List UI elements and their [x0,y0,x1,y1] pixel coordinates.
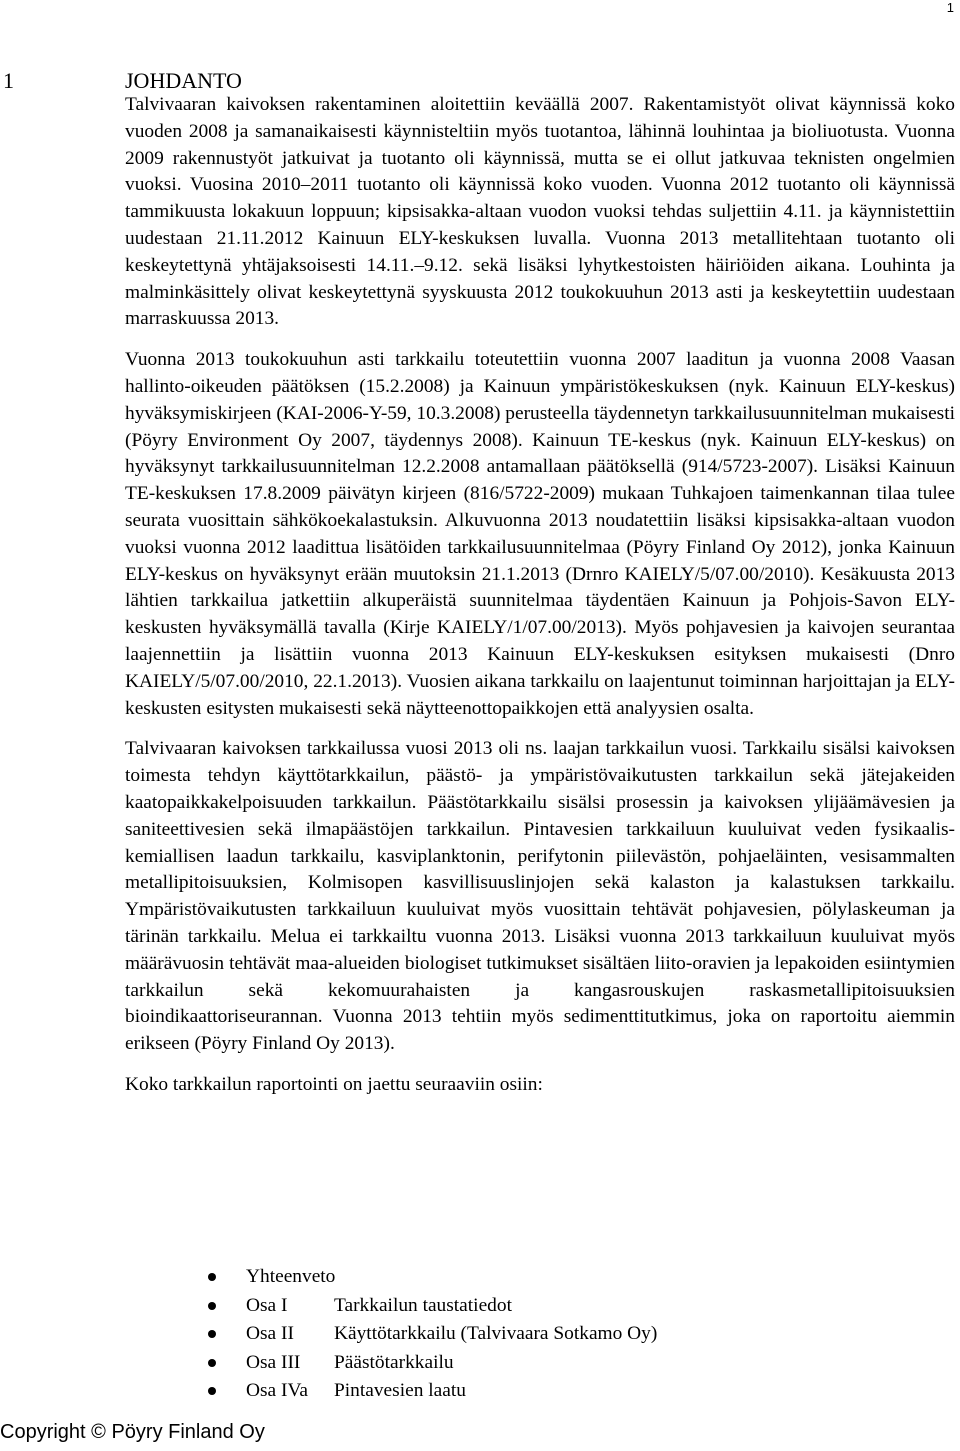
part-title: Päästötarkkailu [334,1351,454,1373]
paragraph-report-parts: Koko tarkkailun raportointi on jaettu seuraaviin osiin: [125,1073,543,1095]
part-label: Osa II [246,1323,294,1345]
list-item [200,1263,657,1292]
part-label: Osa I [246,1294,288,1316]
part-title: Käyttötarkkailu (Talvivaara Sotkamo Oy) [334,1323,658,1345]
section-number: 1 [3,67,14,93]
part-title: Pintavesien laatu [334,1380,466,1402]
list-item [200,1377,657,1406]
report-parts-list [200,1263,657,1406]
part-label: Osa III [246,1351,301,1373]
paragraph-monitoring-2013: Talvivaaran kaivoksen tarkkailussa vuosi 2013 oli ns. laajan tarkkailun vuosi. Tarkkailu sisälsi kaivoksen toimesta tehdyn käyttötarkkailun, päästö- ja ympäristövaikutusten tarkkailun sekä jätejakeiden kaatopaikkakelpoisuuden tarkkailun. Päästötarkkailu sisälsi prosessin ja kaivoksen ylijäämävesien ja saniteettivesien sekä ilmapäästöjen tarkkailun. Pintavesien tarkkailuun kuuluivat veden fysikaalis-kemiallisen laadun tarkkailu, kasviplanktonin, perifytonin piilevästön, pohjaeläinten, vesisammalten metallipitoisuuksien, Kolmisopen kasvillisuuslinjojen sekä kalaston ja kalastuksen tarkkailu. Ympäristövaikutusten tarkkailuun kuuluivat myös vuosittain tehtävät pohjavesien, pölylaskeuman ja tärinän tarkkailu. Melua ei tarkkailtu vuonna 2013. Lisäksi vuonna 2013 tarkkailuun kuuluivat myös määrävuosin tehtävät maa-alueiden biologiset tutkimukset sisältäen liito-oravien ja lepakoiden esiintymien tarkkailun sekä kekomuurahaisten ja kangasrouskujen raskasmetallipitoisuuksien bioindikaattoriseurannan. Vuonna 2013 tehtiin myös sedimenttitutkimus, joka on raportoitu aiemmin erikseen (Pöyry Finland Oy 2013). [125,738,955,1055]
list-item [200,1320,657,1349]
part-title: Tarkkailun taustatiedot [334,1294,512,1316]
paragraph-monitoring-history: Vuonna 2013 toukokuuhun asti tarkkailu toteutettiin vuonna 2007 laaditun ja vuonna 2008 Vaasan hallinto-oikeuden päätöksen (15.2.2008) ja Kainuun ympäristökeskuksen (nyk. Kainuun ELY-keskus) hyväksymiskirjeen (KAI-2006-Y-59, 10.3.2008) perusteella täydennetyn tarkkailusuunnitelman mukaisesti (Pöyry Environment Oy 2007, täydennys 2008). Kainuun TE-keskus (nyk. Kainuun ELY-keskus) on hyväksynyt tarkkailusuunnitelman 12.2.2008 antamallaan päätöksellä (914/5723-2007). Lisäksi Kainuun TE-keskuksen 17.8.2009 päivätyn kirjeen (816/5722-2009) mukaan Tuhkajoen taimenkannan tilaa tulee seurata vuosittain sähkökoekalastuksin. Alkuvuonna 2013 noudatettiin lisäksi kipsisakka-altaan vuodon vuoksi vuonna 2012 laadittua lisätöiden tarkkailusuunnitelmaa (Pöyry Finland Oy 2012), jonka Kainuun ELY-keskus on hyväksynyt erään muutoksin 21.1.2013 (Drnro KAIELY/5/07.00/2010). Kesäkuusta 2013 lähtien tarkkailua jatkettiin alkuperäistä suunnitelmaa täydentäen Kainuun ja Pohjois-Savon ELY-keskusten hyväksymällä tavalla (Kirje KAIELY/1/07.00/2013). Myös pohjavesien ja kaivojen seurantaa laajennettiin ja lisättiin vuonna 2013 Kainuun ELY-keskuksen esityksen mukaisesti (Dnro KAIELY/5/07.00/2010, 22.1.2013). Vuosien aikana tarkkailu on laajentunut toiminnan harjoittajan ja ELY-keskusten esitysten mukaisesti sekä näytteenottopaikkojen että analyysien osalta. [125,349,955,719]
list-item [200,1349,657,1378]
part-name: Yhteenveto [246,1266,336,1287]
body-text [125,92,955,1113]
copyright-footer: Copyright © Pöyry Finland Oy [0,1421,265,1443]
page-number: 1 [946,0,954,15]
part-label: Osa IVa [246,1380,308,1402]
section-title: JOHDANTO [125,67,242,93]
paragraph-intro: Talvivaaran kaivoksen rakentaminen aloitettiin keväällä 2007. Rakentamistyöt olivat käynnissä koko vuoden 2008 ja samanaikaisesti käynnisteltiin myös tuotantoa, lähinnä louhintaa ja bioliuotusta. Vuonna 2009 rakennustyöt jatkuivat ja tuotanto oli käynnissä, mutta se ei ollut jatkuvaa teknisten ongelmien vuoksi. Vuosina 2010–2011 tuotanto oli käynnissä koko vuoden. Vuonna 2012 tuotanto oli käynnissä tammikuusta lokakuun loppuun; kipsisakka-altaan vuodon vuoksi tehdas suljettiin 4.11. ja käynnistettiin uudestaan 21.11.2012 Kainuun ELY-keskuksen luvalla. Vuonna 2013 metallitehtaan tuotanto oli keskeytettynä yhtäjaksoisesti 14.11.–9.12. sekä lisäksi lyhytkestoisten häiriöiden aikana. Louhinta ja malminkäsittely olivat keskeytettynä syyskuusta 2012 toukokuuhun 2013 asti ja keskeytettiin uudestaan marraskuussa 2013. [125,94,955,330]
list-item [200,1292,657,1321]
